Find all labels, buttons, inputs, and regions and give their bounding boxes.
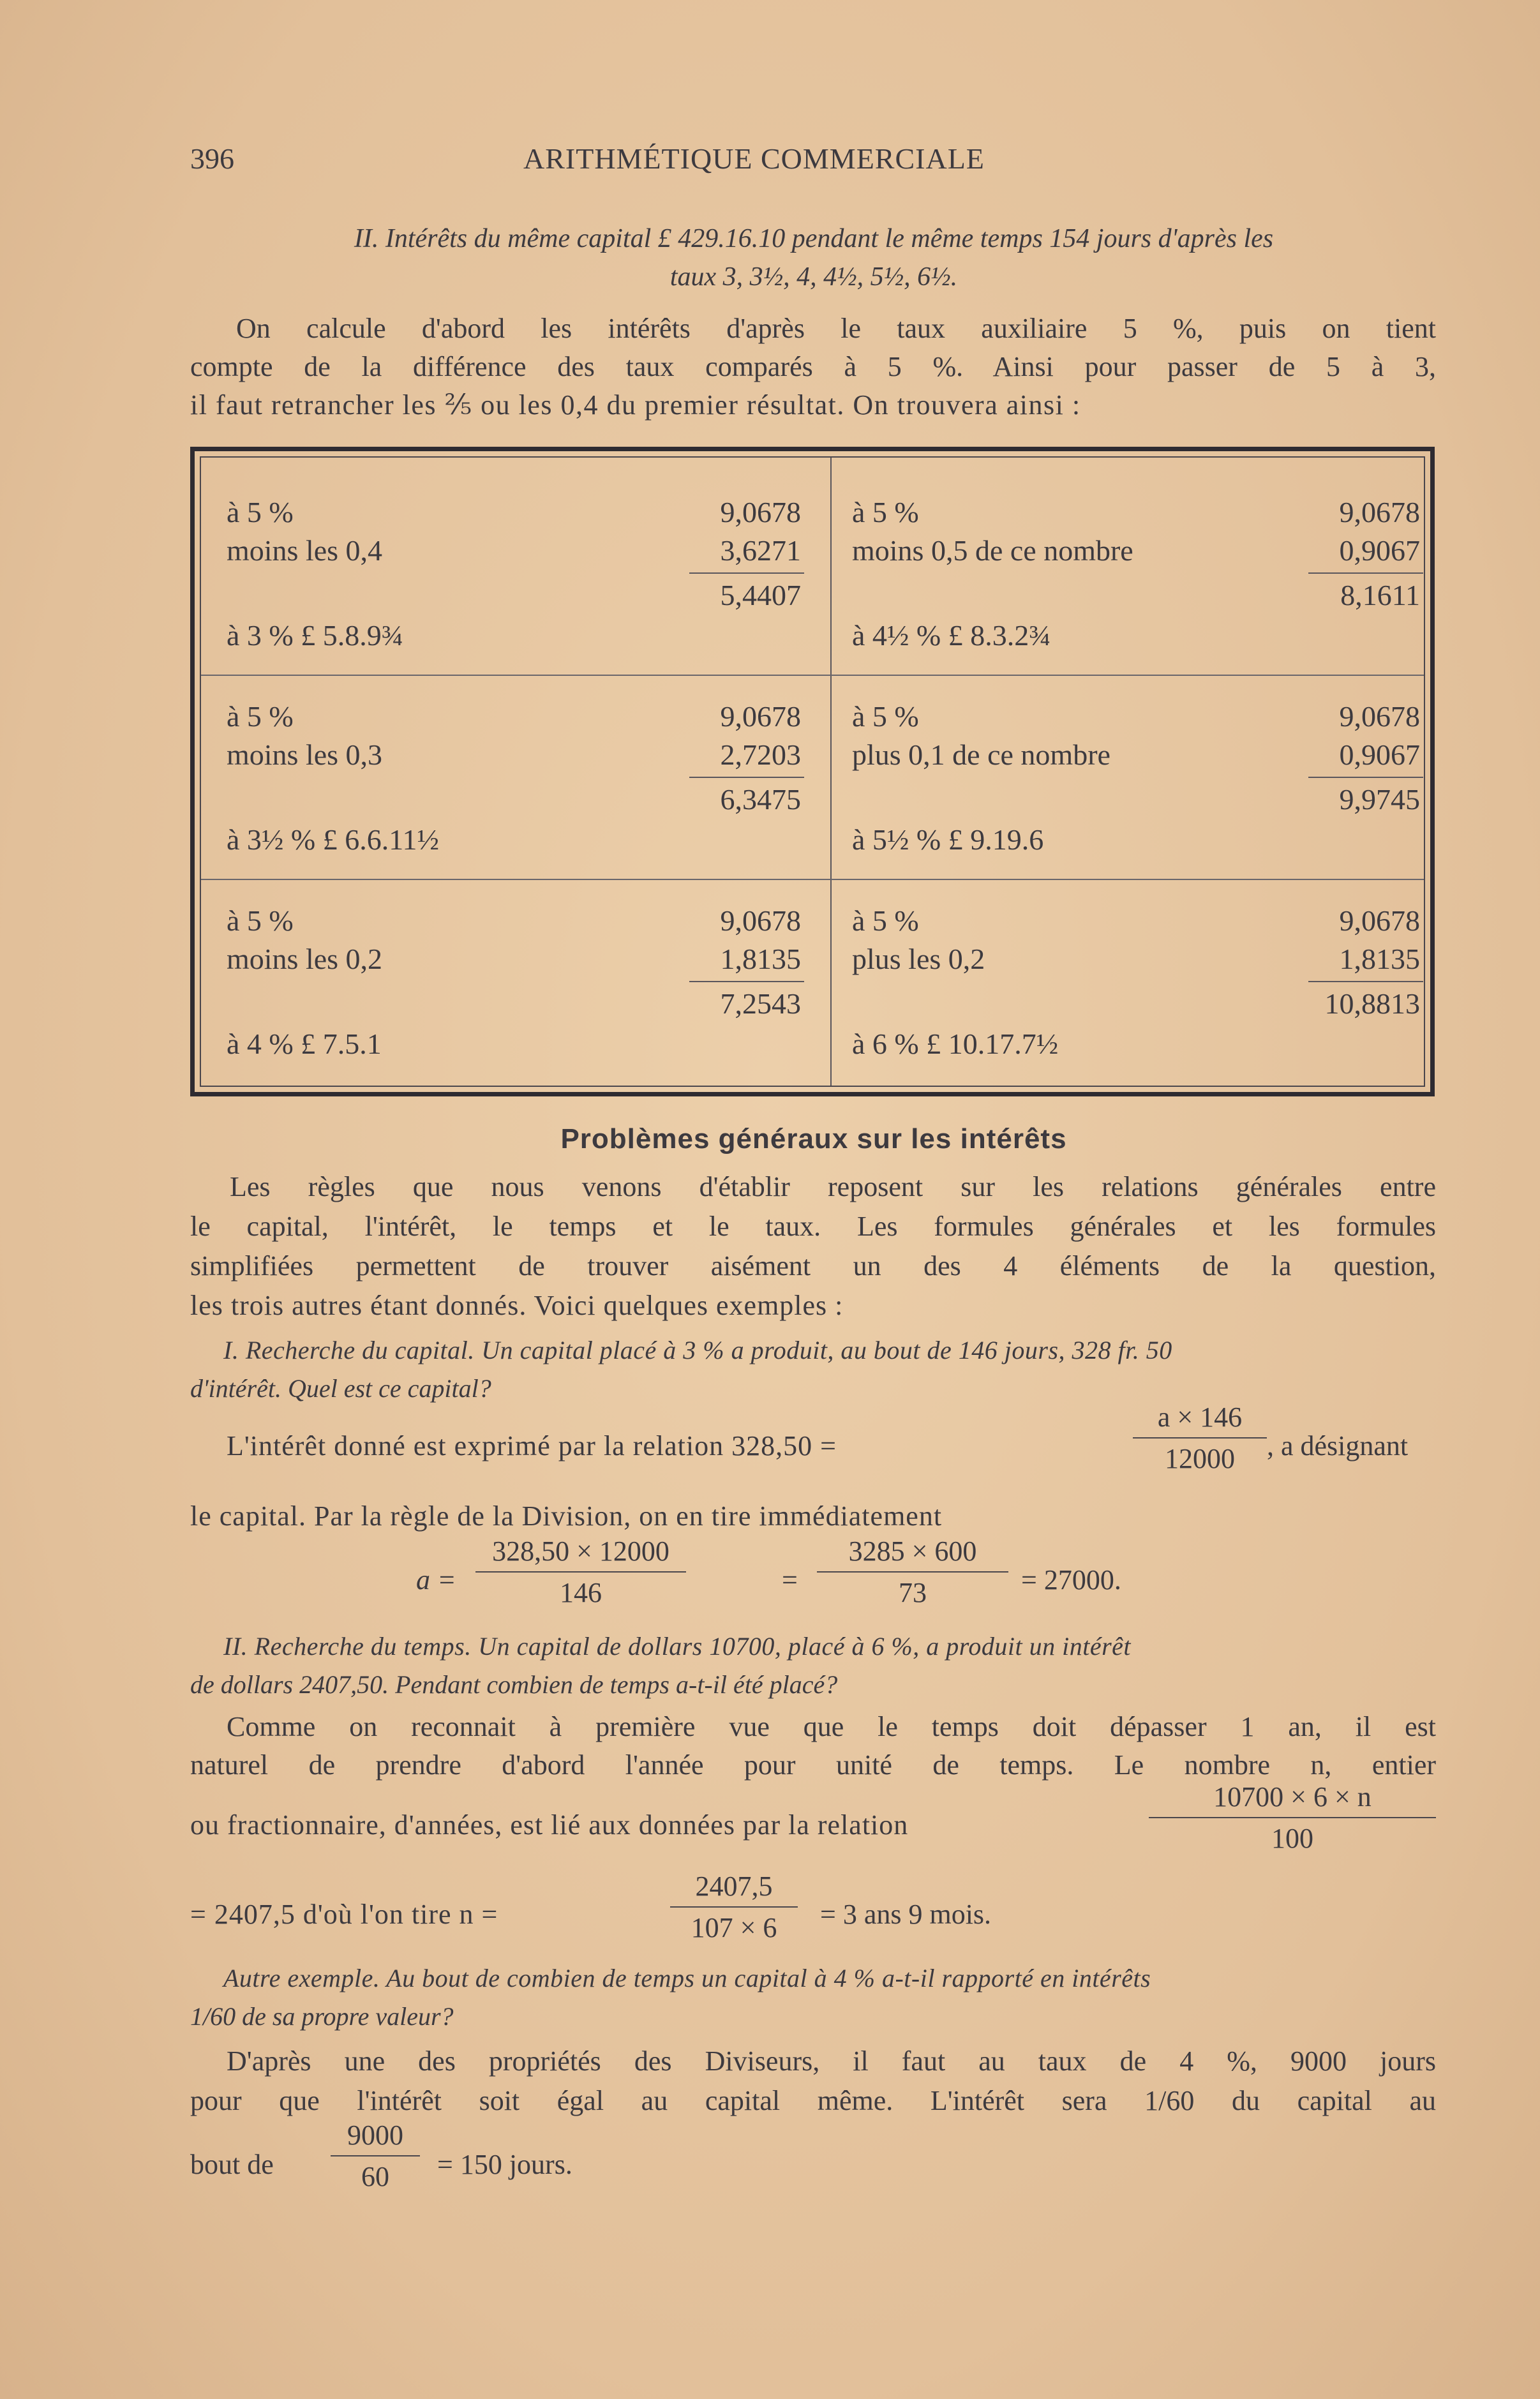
paragraph-line: compte de la différence des taux comparés à 5 %. Ainsi pour passer de 5 à 3, xyxy=(190,351,1436,382)
sum-rule xyxy=(1308,777,1423,778)
fraction-numerator: 10700 × 6 × n xyxy=(1149,1781,1436,1818)
equation-fraction xyxy=(817,1535,1008,1609)
table-value: 9,0678 xyxy=(720,700,801,733)
row-divider xyxy=(201,879,1424,880)
operation-label: plus 0,1 de ce nombre xyxy=(852,738,1110,771)
table-value: 9,0678 xyxy=(720,904,801,937)
equation-text: L'intérêt donné est exprimé par la relation 328,50 = xyxy=(227,1430,837,1461)
example-heading: 1/60 de sa propre valeur? xyxy=(190,2002,454,2031)
rate-result: à 3½ % £ 6.6.11½ xyxy=(227,823,440,856)
equation-fraction xyxy=(670,1870,798,1944)
rate-label: à 5 % xyxy=(227,700,294,733)
paragraph-line: On calcule d'abord les intérêts d'après le taux auxiliaire 5 %, puis on tient xyxy=(236,313,1436,344)
paragraph-line: il faut retrancher les ⅖ ou les 0,4 du premier résultat. On trouvera ainsi : xyxy=(190,389,1081,421)
paragraph-line: pour que l'intérêt soit égal au capital même. L'intérêt sera 1/60 du capital au xyxy=(190,2085,1436,2116)
table-result-value: 5,4407 xyxy=(720,579,801,611)
rate-result: à 5½ % £ 9.19.6 xyxy=(852,823,1044,856)
table-value: 2,7203 xyxy=(720,738,801,771)
example-heading: I. Recherche du capital. Un capital placé à 3 % a produit, au bout de 146 jours, 328 fr. 50 xyxy=(223,1336,1172,1364)
paragraph-line: Comme on reconnait à première vue que le temps doit dépasser 1 an, il est xyxy=(227,1711,1436,1742)
rate-result: à 4 % £ 7.5.1 xyxy=(227,1028,382,1060)
sum-rule xyxy=(1308,572,1423,574)
rate-result: à 4½ % £ 8.3.2¾ xyxy=(852,619,1051,652)
table-value: 9,0678 xyxy=(1339,904,1420,937)
table-result-value: 6,3475 xyxy=(720,783,801,816)
table-value: 9,0678 xyxy=(1339,496,1420,528)
equation-fraction xyxy=(475,1535,686,1609)
equation-result: = 3 ans 9 mois. xyxy=(820,1899,992,1930)
rate-label: à 5 % xyxy=(852,496,919,528)
paragraph-line: simplifiées permettent de trouver aisément un des 4 éléments de la question, xyxy=(190,1250,1436,1282)
rate-label: à 5 % xyxy=(227,496,294,528)
fraction-numerator: a × 146 xyxy=(1133,1401,1267,1439)
operation-label: plus les 0,2 xyxy=(852,943,985,975)
sum-rule xyxy=(689,572,804,574)
paragraph-line: Les règles que nous venons d'établir reposent sur les relations générales entre xyxy=(230,1171,1436,1202)
fraction-numerator: 3285 × 600 xyxy=(817,1535,1008,1573)
sum-rule xyxy=(689,777,804,778)
section-heading-line1: II. Intérêts du même capital £ 429.16.10 pendant le même temps 154 jours d'après les xyxy=(354,224,1274,253)
section-title: Problèmes généraux sur les intérêts xyxy=(560,1123,1067,1155)
operation-label: moins les 0,3 xyxy=(227,738,383,771)
equation-result: = 27000. xyxy=(1021,1564,1121,1596)
rate-label: à 5 % xyxy=(852,904,919,937)
table-result-value: 10,8813 xyxy=(1324,987,1420,1020)
fraction-denominator: 60 xyxy=(361,2161,389,2192)
table-frame xyxy=(200,456,1425,1087)
rate-label: à 5 % xyxy=(227,904,294,937)
rate-result: à 6 % £ 10.17.7½ xyxy=(852,1028,1059,1060)
fraction-denominator: 100 xyxy=(1271,1823,1313,1854)
operation-label: moins les 0,4 xyxy=(227,534,383,567)
table-value: 1,8135 xyxy=(1339,943,1420,975)
example-heading: de dollars 2407,50. Pendant combien de temps a-t-il été placé? xyxy=(190,1670,838,1699)
running-title: ARITHMÉTIQUE COMMERCIALE xyxy=(523,142,985,175)
fraction-denominator: 73 xyxy=(899,1577,927,1608)
example-heading: d'intérêt. Quel est ce capital? xyxy=(190,1374,491,1403)
fraction-numerator: 2407,5 xyxy=(670,1870,798,1908)
sum-rule xyxy=(689,981,804,982)
paragraph-line: ou fractionnaire, d'années, est lié aux données par la relation xyxy=(190,1809,909,1841)
section-heading-line2: taux 3, 3½, 4, 4½, 5½, 6½. xyxy=(669,262,958,292)
equation-text: = 2407,5 d'où l'on tire n = xyxy=(190,1899,498,1930)
fraction-denominator: 146 xyxy=(560,1577,602,1608)
equation-symbol: a = xyxy=(416,1564,456,1596)
paragraph-line: naturel de prendre d'abord l'année pour unité de temps. Le nombre n, entier xyxy=(190,1749,1436,1781)
table-value: 0,9067 xyxy=(1339,534,1420,567)
paragraph-line: le capital. Par la règle de la Division, on en tire immédiatement xyxy=(190,1500,943,1532)
equation-result: = 150 jours. xyxy=(437,2149,572,2180)
row-divider xyxy=(201,675,1424,676)
paragraph-line: le capital, l'intérêt, le temps et le taux. Les formules générales et les formules xyxy=(190,1211,1436,1242)
fraction-numerator: 328,50 × 12000 xyxy=(475,1535,686,1573)
equation-fraction xyxy=(1149,1781,1436,1855)
equation-fraction xyxy=(331,2119,420,2193)
table-result-value: 9,9745 xyxy=(1339,783,1420,816)
table-value: 9,0678 xyxy=(720,496,801,528)
operation-label: moins les 0,2 xyxy=(227,943,383,975)
table-value: 0,9067 xyxy=(1339,738,1420,771)
paragraph-line: D'après une des propriétés des Diviseurs, il faut au taux de 4 %, 9000 jours xyxy=(227,2045,1436,2077)
equation-text: bout de xyxy=(190,2149,274,2180)
column-divider xyxy=(830,458,832,1086)
equation-text: , a désignant xyxy=(1267,1430,1409,1461)
sum-rule xyxy=(1308,981,1423,982)
fraction-numerator: 9000 xyxy=(331,2119,420,2156)
interest-table xyxy=(190,447,1435,1096)
table-value: 3,6271 xyxy=(720,534,801,567)
equation-fraction xyxy=(1133,1401,1267,1475)
operation-label: moins 0,5 de ce nombre xyxy=(852,534,1133,567)
fraction-denominator: 107 × 6 xyxy=(691,1912,777,1943)
paragraph-line: les trois autres étant donnés. Voici quelques exemples : xyxy=(190,1290,844,1321)
table-value: 9,0678 xyxy=(1339,700,1420,733)
table-value: 1,8135 xyxy=(720,943,801,975)
table-result-value: 8,1611 xyxy=(1340,579,1420,611)
rate-label: à 5 % xyxy=(852,700,919,733)
fraction-denominator: 12000 xyxy=(1165,1443,1235,1474)
page-number: 396 xyxy=(190,142,234,175)
equation-symbol: = xyxy=(782,1564,798,1596)
example-heading: II. Recherche du temps. Un capital de dollars 10700, placé à 6 %, a produit un intérêt xyxy=(223,1632,1132,1661)
example-heading: Autre exemple. Au bout de combien de temps un capital à 4 % a-t-il rapporté en intérêts xyxy=(223,1964,1151,1992)
table-result-value: 7,2543 xyxy=(720,987,801,1020)
rate-result: à 3 % £ 5.8.9¾ xyxy=(227,619,404,652)
